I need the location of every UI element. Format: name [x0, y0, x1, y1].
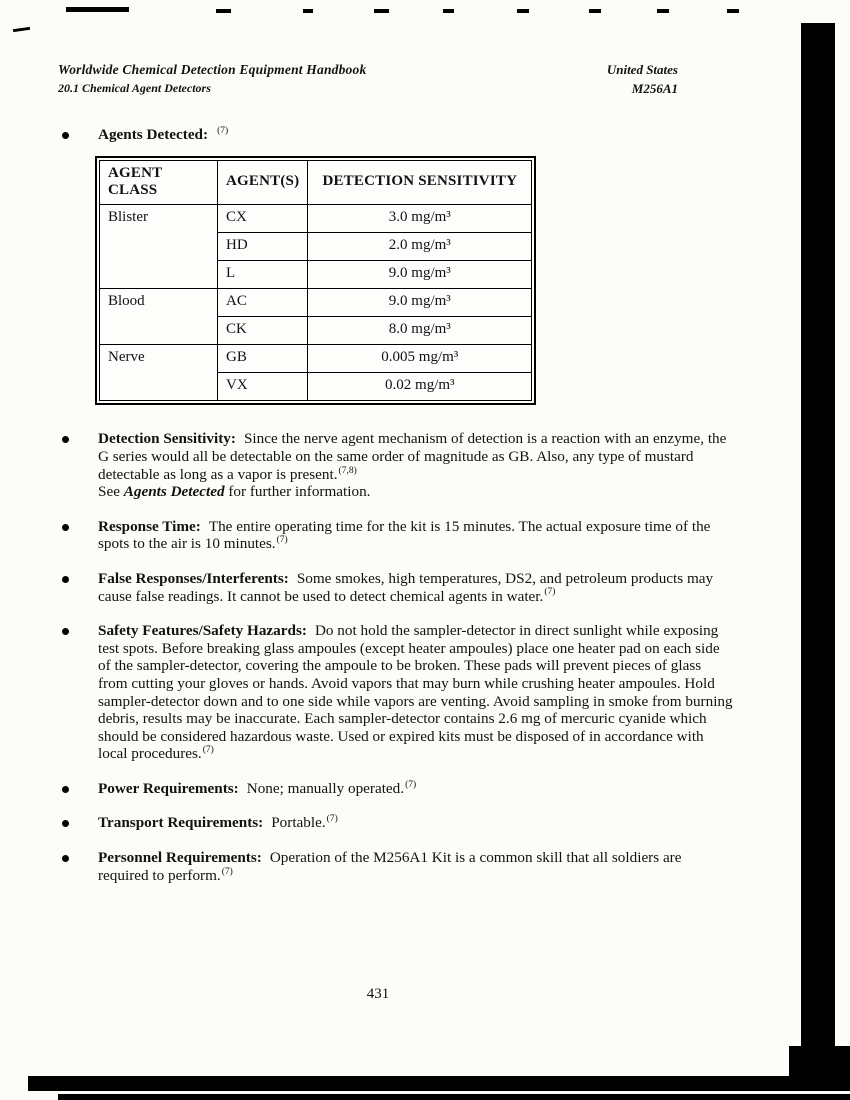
- scan-mark-top-dash: [589, 9, 601, 13]
- bullet-personnel-requirements: [58, 849, 734, 884]
- scan-mark-bottom-line: [58, 1094, 850, 1100]
- model-label: M256A1: [631, 81, 678, 96]
- agent-cell: VX: [218, 372, 308, 400]
- scan-mark-top-dash: [517, 9, 529, 13]
- scan-mark-top-dash: [727, 9, 739, 13]
- sensitivity-cell: 2.0 mg/m³: [308, 232, 532, 260]
- table-row: [100, 288, 532, 316]
- sensitivity-cell: 9.0 mg/m³: [308, 288, 532, 316]
- agent-cell: HD: [218, 232, 308, 260]
- agent-cell: GB: [218, 344, 308, 372]
- section-paragraph: [98, 570, 734, 605]
- section-label: Power Requirements:: [98, 779, 239, 797]
- section-paragraph: [98, 780, 734, 798]
- footnote-ref: (7): [202, 745, 214, 756]
- section-text: Operation of the M256A1 Kit is a common skill that all soldiers are required to perform.: [98, 849, 682, 884]
- section-label: Detection Sensitivity:: [98, 430, 236, 448]
- scan-mark-bottom-band: [28, 1076, 850, 1091]
- scan-mark-right-bar: [801, 23, 835, 1046]
- agent-class-cell: Nerve: [100, 344, 218, 400]
- section-label: Transport Requirements:: [98, 814, 264, 832]
- bullet-icon: [62, 855, 69, 862]
- agents-table-frame: [95, 156, 536, 405]
- footnote-ref: (7): [326, 814, 338, 825]
- chapter-title: 20.1 Chemical Agent Detectors: [58, 81, 211, 95]
- agent-class-cell: Blood: [100, 288, 218, 344]
- section-label: False Responses/Interferents:: [98, 569, 289, 587]
- see-suffix: for further information.: [224, 483, 371, 501]
- footnote-ref: (7): [217, 125, 229, 136]
- scan-mark-top-dash: [657, 9, 669, 13]
- section-text: None; manually operated.: [246, 779, 405, 797]
- bullet-safety-features: [58, 622, 734, 763]
- bullet-icon: [62, 576, 69, 583]
- section-label: Personnel Requirements:: [98, 849, 262, 867]
- table-header-agents: AGENT(S): [218, 160, 308, 204]
- see-emphasis: Agents Detected: [123, 483, 225, 501]
- table-header-agent-class: AGENT CLASS: [100, 160, 218, 204]
- scan-mark-top-dash: [443, 9, 454, 13]
- see-reference-note: [98, 483, 734, 501]
- footnote-ref: (7): [544, 587, 556, 598]
- bullet-icon: [62, 786, 69, 793]
- scan-mark-top-dash: [66, 7, 129, 12]
- handbook-title-block: [58, 62, 366, 97]
- country-model-block: [607, 62, 678, 97]
- page-header: [58, 62, 678, 97]
- bullet-icon: [62, 132, 69, 139]
- bullet-icon: [62, 820, 69, 827]
- table-header-row: [100, 160, 532, 204]
- section-paragraph: [98, 518, 734, 553]
- scan-mark-left-tick: [13, 27, 30, 32]
- footnote-ref: (7): [221, 866, 233, 877]
- scan-mark-bottom-corner: [789, 1046, 850, 1078]
- sensitivity-cell: 0.005 mg/m³: [308, 344, 532, 372]
- document-body: [58, 126, 734, 901]
- page-number: 431: [366, 986, 390, 1002]
- section-paragraph: [98, 849, 734, 884]
- section-paragraph: [98, 814, 734, 832]
- table-row: [100, 204, 532, 232]
- bullet-detection-sensitivity: [58, 430, 734, 500]
- bullet-icon: [62, 436, 69, 443]
- sensitivity-cell: 3.0 mg/m³: [308, 204, 532, 232]
- section-text: The entire operating time for the kit is 15 minutes. The actual exposure time of the spots to the air is 10 minutes.: [98, 517, 711, 553]
- section-text: Since the nerve agent mechanism of detection is a reaction with an enzyme, the G series would all be detectable on the same order of magnitude as GB. Also, any type of mustard detectable as long as a vapor is present.: [98, 430, 727, 483]
- table-row: [100, 344, 532, 372]
- bullet-response-time: [58, 518, 734, 553]
- table-header-sensitivity: DETECTION SENSITIVITY: [308, 160, 532, 204]
- section-label: Agents Detected:: [98, 126, 209, 143]
- scan-mark-top-dash: [303, 9, 313, 13]
- agent-cell: AC: [218, 288, 308, 316]
- section-text: Some smokes, high temperatures, DS2, and petroleum products may cause false readings. It cannot be used to detect chemical agents in water.: [98, 569, 714, 605]
- agent-cell: CX: [218, 204, 308, 232]
- footnote-ref: (7,8): [338, 465, 357, 476]
- section-label: Safety Features/Safety Hazards:: [98, 622, 307, 640]
- section-text: Portable.: [271, 814, 326, 832]
- bullet-icon: [62, 628, 69, 635]
- footnote-ref: (7): [405, 779, 417, 790]
- agent-cell: CK: [218, 316, 308, 344]
- section-heading: [98, 126, 734, 144]
- bullet-icon: [62, 524, 69, 531]
- sensitivity-cell: 9.0 mg/m³: [308, 260, 532, 288]
- section-text: Do not hold the sampler-detector in direct sunlight while exposing test spots. Before breaking glass ampoules (except heater ampoules) place one heater pad on each side of the sampler-detector, covering the ampoule to be broken. These pads will prevent pieces of glass from cutting your gloves or hands. Avoid vapors that may burn while crushing heater ampoules. Hold sampler-detector down and to one side while vapors are venting. Avoid sampling in smoke from burning debris, results may be inaccurate. Each sampler-detector contains 2.6 mg of mercuric cyanide which should be considered hazardous waste. Used or expired kits must be disposed of in accordance with local procedures.: [98, 622, 733, 763]
- agent-class-cell: Blister: [100, 204, 218, 288]
- country-label: United States: [606, 62, 678, 77]
- bullet-power-requirements: [58, 780, 734, 798]
- scan-mark-top-dash: [216, 9, 231, 13]
- agents-detected-table: [99, 160, 532, 401]
- bullet-agents-detected: [58, 126, 734, 413]
- see-prefix: See: [98, 483, 124, 501]
- section-paragraph: [98, 430, 734, 483]
- sensitivity-cell: 0.02 mg/m³: [308, 372, 532, 400]
- bullet-transport-requirements: [58, 814, 734, 832]
- bullet-false-responses: [58, 570, 734, 605]
- sensitivity-cell: 8.0 mg/m³: [308, 316, 532, 344]
- agent-cell: L: [218, 260, 308, 288]
- scan-mark-top-dash: [374, 9, 389, 13]
- handbook-title: Worldwide Chemical Detection Equipment Handbook: [58, 62, 367, 77]
- footnote-ref: (7): [276, 535, 288, 546]
- section-label: Response Time:: [98, 517, 201, 535]
- section-paragraph: [98, 622, 734, 763]
